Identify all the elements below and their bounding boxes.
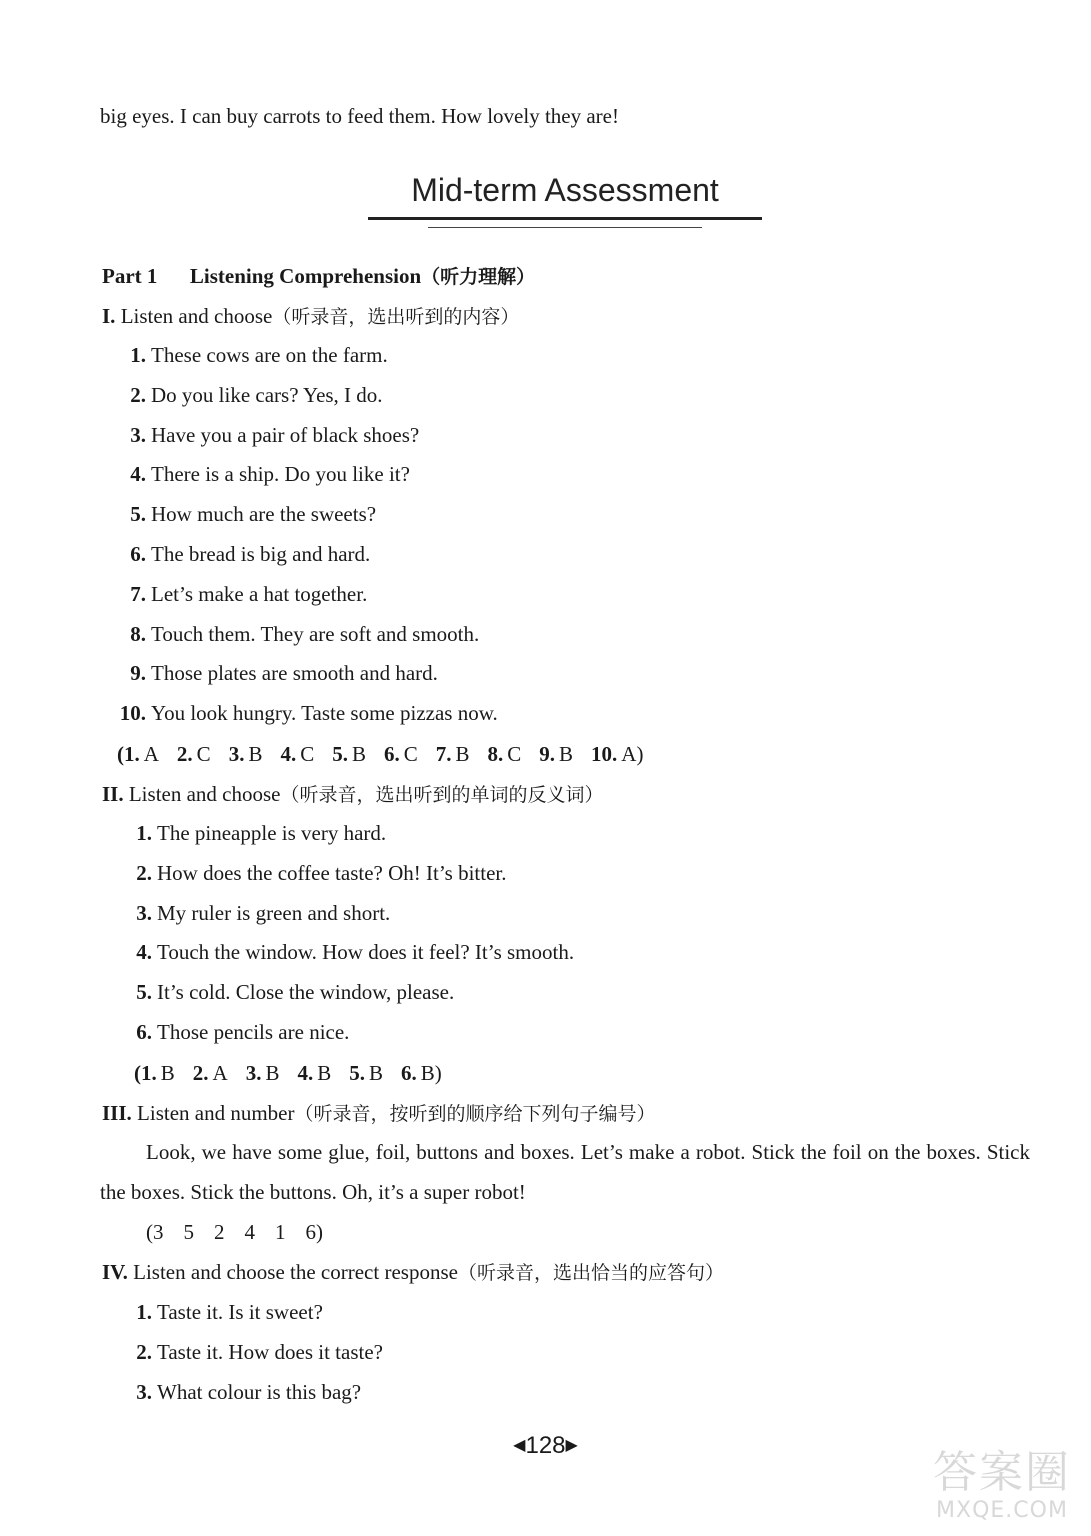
title-underline-thick bbox=[368, 217, 762, 220]
item-text: Touch the window. How does it feel? It’s smooth. bbox=[157, 940, 575, 965]
section-1-text: Listen and choose bbox=[120, 304, 273, 328]
answer-number: 7. bbox=[435, 742, 452, 766]
watermark-top: 答案圈 bbox=[933, 1447, 1071, 1498]
item-number: 2. bbox=[136, 860, 152, 885]
order-number: 1 bbox=[275, 1220, 286, 1244]
section-4-text: Listen and choose the correct response bbox=[133, 1260, 458, 1284]
list-item bbox=[0, 938, 574, 966]
answer-letter: B bbox=[248, 742, 263, 766]
item-number: 3. bbox=[136, 900, 152, 925]
answer-letter: B bbox=[351, 742, 366, 766]
part1-name: Listening Comprehension bbox=[189, 264, 422, 288]
section-1-num: I. bbox=[102, 304, 116, 328]
item-text: Let’s make a hat together. bbox=[151, 581, 368, 606]
section-3-text: Listen and number bbox=[137, 1101, 295, 1125]
item-text: The pineapple is very hard. bbox=[157, 821, 387, 845]
title-underline-thin bbox=[428, 227, 702, 228]
answer-letter: A bbox=[143, 742, 159, 766]
list-item bbox=[0, 500, 376, 528]
item-text: How much are the sweets? bbox=[151, 502, 377, 527]
section-4-heading bbox=[102, 1258, 724, 1287]
item-number: 2. bbox=[136, 1339, 152, 1364]
section-4-cn: （听录音，选出恰当的应答句） bbox=[457, 1262, 724, 1284]
answer-letter: B bbox=[368, 1061, 383, 1085]
list-item bbox=[0, 699, 498, 727]
section-2-text: Listen and choose bbox=[128, 782, 281, 806]
item-number: 3. bbox=[136, 1379, 152, 1404]
answer-letter: C bbox=[196, 742, 211, 766]
part1-cn: （听力理解） bbox=[421, 266, 536, 288]
item-text: Those plates are smooth and hard. bbox=[151, 661, 438, 686]
list-item bbox=[0, 580, 367, 608]
item-number: 6. bbox=[136, 1020, 152, 1044]
list-item bbox=[0, 819, 386, 847]
list-item bbox=[0, 460, 410, 488]
item-number: 5. bbox=[130, 502, 146, 527]
item-number: 6. bbox=[130, 542, 146, 566]
answer-letter: A bbox=[212, 1061, 228, 1085]
title-block bbox=[368, 170, 762, 210]
page-number-text: 128 bbox=[525, 1432, 566, 1459]
answer-letter: C bbox=[403, 742, 418, 766]
list-item bbox=[0, 381, 383, 409]
answer-letter: B bbox=[265, 1061, 280, 1085]
order-number: 4 bbox=[244, 1220, 255, 1244]
item-text: Taste it. Is it sweet? bbox=[157, 1300, 323, 1324]
answer-number: 6. bbox=[383, 742, 400, 766]
page-title: Mid-term Assessment bbox=[411, 172, 719, 208]
item-number: 7. bbox=[130, 581, 146, 606]
list-item bbox=[0, 1338, 383, 1366]
section-3-paragraph-text: Look, we have some glue, foil, buttons and boxes. Let’s make a robot. Stick the foil on the boxes. Stick the boxes. Stick the buttons. Oh, it’s a super robot! bbox=[100, 1140, 1030, 1204]
list-item bbox=[0, 421, 419, 449]
answer-number: 8. bbox=[487, 742, 504, 766]
item-number: 8. bbox=[130, 621, 146, 646]
answer-letter: B bbox=[317, 1061, 332, 1085]
item-text: Have you a pair of black shoes? bbox=[151, 422, 420, 447]
intro-line: big eyes. I can buy carrots to feed them. How lovely they are! bbox=[100, 104, 619, 128]
item-text: There is a ship. Do you like it? bbox=[151, 462, 410, 487]
item-text: Do you like cars? Yes, I do. bbox=[151, 382, 383, 407]
answer-number: 4. bbox=[280, 742, 297, 766]
order-number: 5 bbox=[183, 1220, 194, 1244]
answer-number: 2. bbox=[176, 742, 193, 766]
item-text: The bread is big and hard. bbox=[151, 542, 371, 566]
answer-letter: C bbox=[300, 742, 315, 766]
right-triangle-icon: ▶ bbox=[565, 1437, 578, 1454]
section-4-num: IV. bbox=[102, 1260, 128, 1284]
order-number: (3 bbox=[146, 1220, 164, 1244]
item-number: 1. bbox=[136, 1300, 152, 1324]
answer-letter: B bbox=[455, 742, 470, 766]
left-triangle-icon: ◀ bbox=[513, 1437, 526, 1454]
item-text: Taste it. How does it taste? bbox=[157, 1339, 383, 1364]
section-3-heading bbox=[102, 1099, 656, 1128]
section-2-num: II. bbox=[102, 782, 124, 806]
item-text: It’s cold. Close the window, please. bbox=[157, 980, 455, 1005]
answer-number: 5. bbox=[349, 1061, 365, 1085]
item-number: 9. bbox=[130, 661, 146, 686]
item-number: 5. bbox=[136, 980, 152, 1005]
watermark-bottom: MXQE.COM bbox=[936, 1498, 1068, 1523]
order-number: 6) bbox=[305, 1220, 323, 1244]
answer-letter: B) bbox=[420, 1061, 442, 1085]
part1-heading bbox=[102, 262, 535, 291]
section-2-answers bbox=[134, 1059, 460, 1087]
part1-label: Part 1 bbox=[102, 264, 158, 288]
section-2-cn: （听录音，选出听到的单词的反义词） bbox=[280, 784, 604, 806]
list-item bbox=[0, 859, 507, 887]
answer-number: 9. bbox=[539, 742, 556, 766]
list-item bbox=[0, 540, 370, 568]
list-item bbox=[0, 899, 390, 927]
section-3-paragraph bbox=[100, 1132, 1030, 1212]
section-3-order bbox=[146, 1218, 343, 1246]
item-text: What colour is this bag? bbox=[157, 1379, 362, 1404]
section-2-heading bbox=[102, 780, 604, 809]
section-1-cn: （听录音，选出听到的内容） bbox=[272, 306, 520, 328]
list-item bbox=[0, 341, 388, 369]
answer-number: 3. bbox=[245, 1061, 262, 1085]
list-item bbox=[0, 1378, 361, 1406]
item-number: 4. bbox=[136, 940, 152, 965]
item-number: 1. bbox=[136, 821, 152, 845]
item-text: How does the coffee taste? Oh! It’s bitter. bbox=[157, 860, 507, 885]
item-number: 3. bbox=[130, 422, 146, 447]
answer-letter: A) bbox=[621, 742, 644, 766]
answer-number: 2. bbox=[192, 1061, 209, 1085]
section-3-num: III. bbox=[102, 1101, 132, 1125]
list-item bbox=[0, 978, 454, 1006]
item-text: My ruler is green and short. bbox=[157, 900, 391, 925]
section-1-heading bbox=[102, 302, 519, 331]
list-item bbox=[0, 620, 479, 648]
answer-number: (1. bbox=[117, 742, 140, 766]
list-item bbox=[0, 1018, 349, 1046]
item-number: 4. bbox=[130, 462, 146, 487]
item-text: These cows are on the farm. bbox=[151, 343, 388, 367]
section-1-answers bbox=[117, 740, 661, 768]
answer-letter: B bbox=[559, 742, 574, 766]
item-text: You look hungry. Taste some pizzas now. bbox=[151, 701, 498, 726]
item-text: Those pencils are nice. bbox=[157, 1020, 350, 1044]
list-item bbox=[0, 1298, 323, 1326]
section-3-cn: （听录音，按听到的顺序给下列句子编号） bbox=[294, 1103, 656, 1125]
item-number: 1. bbox=[130, 343, 146, 367]
item-number: 10. bbox=[119, 701, 146, 726]
answer-number: 10. bbox=[591, 742, 618, 766]
answer-letter: C bbox=[507, 742, 522, 766]
item-text: Touch them. They are soft and smooth. bbox=[151, 621, 480, 646]
answer-number: 4. bbox=[297, 1061, 314, 1085]
watermark-logo bbox=[927, 1448, 1077, 1528]
answer-number: 3. bbox=[228, 742, 245, 766]
list-item bbox=[0, 659, 438, 687]
answer-number: 6. bbox=[400, 1061, 417, 1085]
answer-letter: B bbox=[160, 1061, 175, 1085]
answer-number: 5. bbox=[332, 742, 348, 766]
answer-number: (1. bbox=[134, 1061, 157, 1085]
item-number: 2. bbox=[130, 382, 146, 407]
order-number: 2 bbox=[214, 1220, 225, 1244]
